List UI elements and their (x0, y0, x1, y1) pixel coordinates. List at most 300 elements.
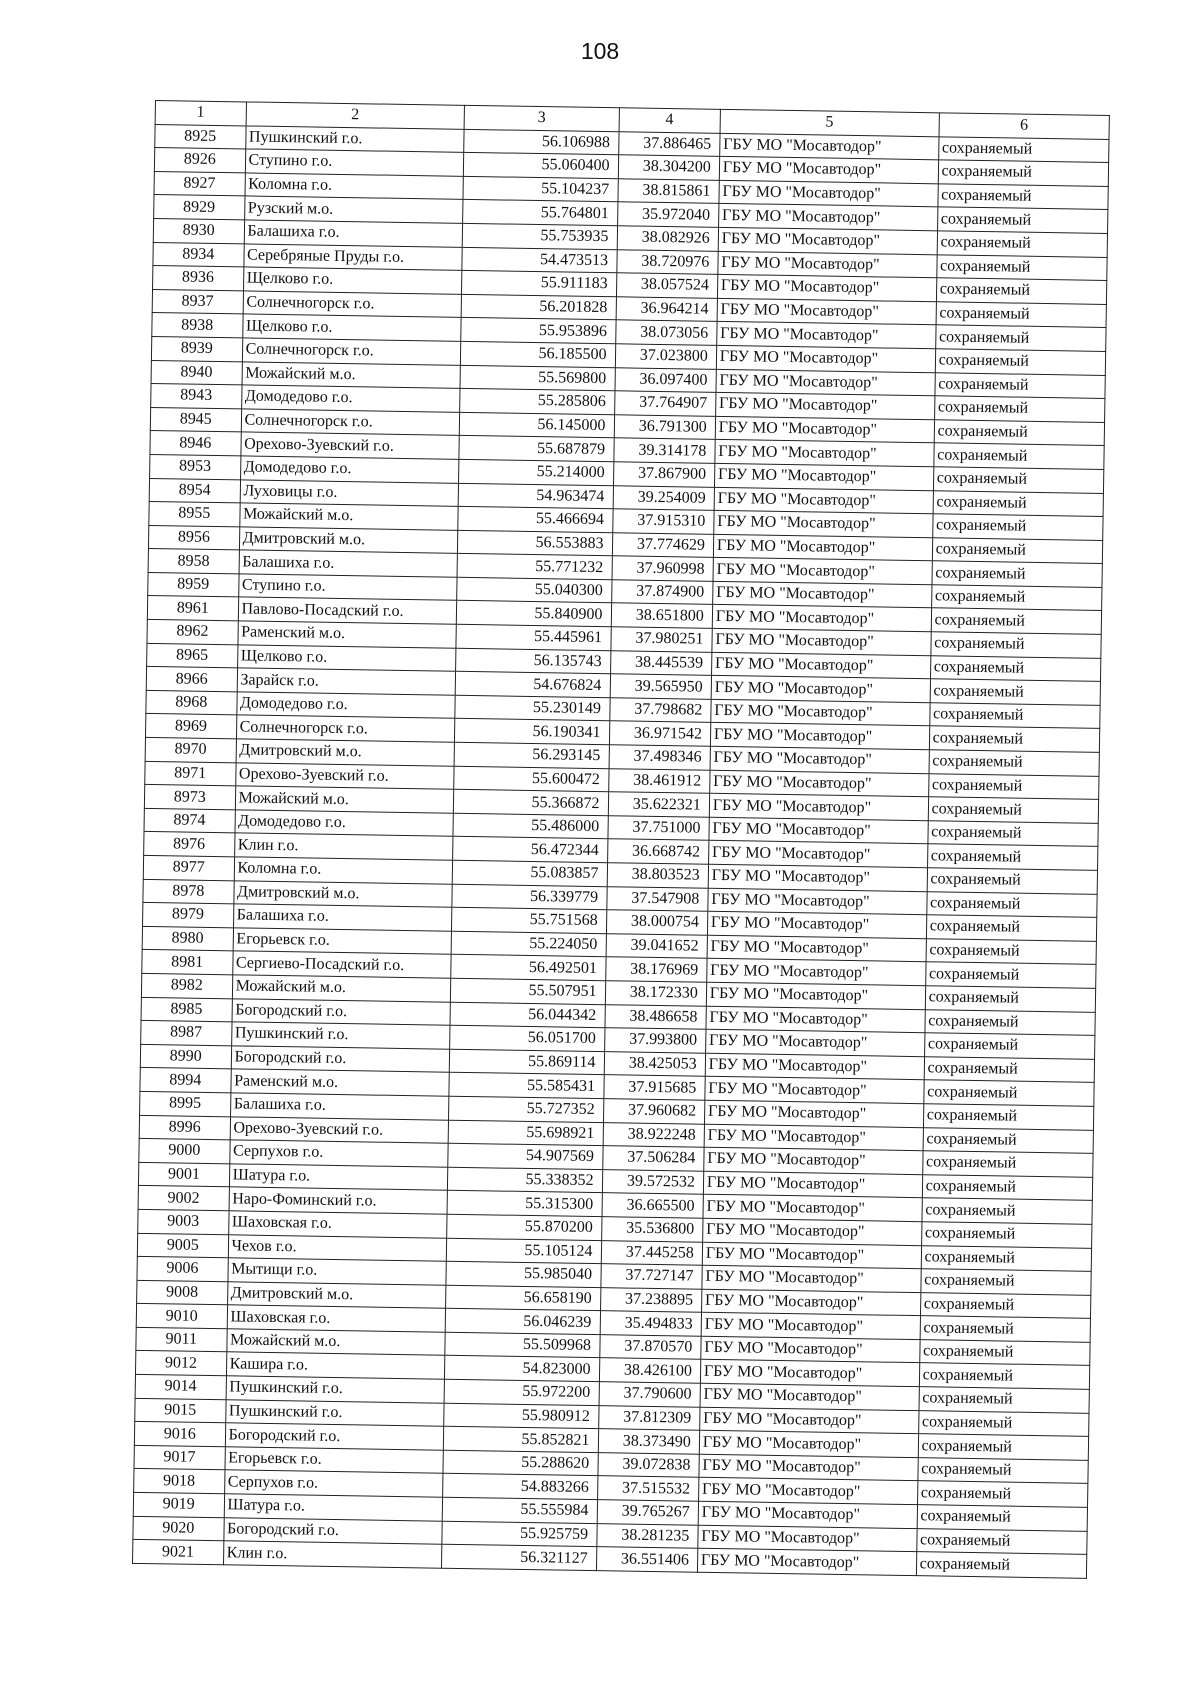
municipality-cell: Серебряные Пруды г.о. (243, 243, 462, 270)
owner-cell: ГБУ МО "Мосавтодор" (700, 1383, 919, 1410)
latitude-cell: 55.224050 (451, 931, 605, 957)
longitude-cell: 37.727147 (600, 1264, 702, 1289)
row-number-cell: 8929 (154, 195, 245, 220)
latitude-cell: 54.676824 (456, 672, 610, 698)
latitude-cell: 55.870200 (447, 1214, 601, 1240)
status-cell: сохраняемый (922, 1151, 1093, 1177)
owner-cell: ГБУ МО "Мосавтодор" (699, 1407, 918, 1434)
longitude-cell: 38.425053 (604, 1051, 706, 1076)
row-number-cell: 9012 (135, 1351, 226, 1376)
owner-cell: ГБУ МО "Мосавтодор" (705, 1053, 924, 1080)
longitude-cell: 38.057524 (616, 273, 718, 298)
status-cell: сохраняемый (929, 750, 1100, 776)
status-cell: сохраняемый (931, 632, 1102, 658)
status-cell: сохраняемый (931, 608, 1102, 634)
longitude-cell: 37.867900 (613, 462, 715, 487)
municipality-cell: Домодедово г.о. (240, 456, 459, 483)
owner-cell: ГБУ МО "Мосавтодор" (716, 369, 935, 396)
municipality-cell: Орехово-Зуевский г.о. (230, 1116, 449, 1143)
row-number-cell: 8980 (142, 926, 233, 951)
municipality-cell: Пушкинский г.о. (245, 126, 464, 153)
municipality-cell: Мытищи г.о. (227, 1258, 446, 1285)
latitude-cell: 55.509968 (445, 1332, 599, 1358)
municipality-cell: Домодедово г.о. (236, 692, 455, 719)
row-number-cell: 8934 (153, 242, 244, 267)
longitude-cell: 38.815861 (617, 179, 719, 204)
longitude-cell: 36.791300 (614, 414, 716, 439)
municipality-cell: Богородский г.о. (232, 998, 451, 1025)
latitude-cell: 55.486000 (453, 813, 607, 839)
latitude-cell: 54.473513 (462, 247, 616, 273)
row-number-cell: 8976 (144, 832, 235, 857)
latitude-cell: 55.869114 (450, 1049, 604, 1075)
owner-cell: ГБУ МО "Мосавтодор" (714, 487, 933, 514)
status-cell: сохраняемый (920, 1292, 1091, 1318)
status-cell: сохраняемый (935, 325, 1106, 351)
municipality-cell: Дмитровский м.о. (227, 1281, 446, 1308)
owner-cell: ГБУ МО "Мосавтодор" (713, 534, 932, 561)
status-cell: сохраняемый (917, 1505, 1088, 1531)
municipality-cell: Луховицы г.о. (240, 479, 459, 506)
status-cell: сохраняемый (919, 1363, 1090, 1389)
status-cell: сохраняемый (926, 891, 1097, 917)
status-cell: сохраняемый (924, 1033, 1095, 1059)
owner-cell: ГБУ МО "Мосавтодор" (699, 1430, 918, 1457)
owner-cell: ГБУ МО "Мосавтодор" (709, 794, 928, 821)
status-cell: сохраняемый (916, 1528, 1087, 1554)
owner-cell: ГБУ МО "Мосавтодор" (707, 959, 926, 986)
latitude-cell: 55.911183 (462, 271, 616, 297)
longitude-cell: 38.445539 (610, 650, 712, 675)
latitude-cell: 56.321127 (442, 1544, 596, 1570)
longitude-cell: 39.565950 (610, 674, 712, 699)
latitude-cell: 55.288620 (443, 1450, 597, 1476)
row-number-cell: 9015 (135, 1398, 226, 1423)
municipality-cell: Солнечногорск г.о. (243, 291, 462, 318)
municipality-cell: Щелково г.о. (242, 314, 461, 341)
municipality-cell: Раменский м.о. (238, 621, 457, 648)
longitude-cell: 39.765267 (597, 1500, 699, 1525)
status-cell: сохраняемый (925, 1009, 1096, 1035)
status-cell: сохраняемый (937, 231, 1108, 257)
column-header: 5 (720, 109, 939, 136)
status-cell: сохраняемый (918, 1410, 1089, 1436)
status-cell: сохраняемый (927, 844, 1098, 870)
row-number-cell: 9006 (137, 1256, 228, 1281)
owner-cell: ГБУ МО "Мосавтодор" (704, 1124, 923, 1151)
latitude-cell: 55.338352 (448, 1167, 602, 1193)
municipality-cell: Балашиха г.о. (233, 904, 452, 931)
owner-cell: ГБУ МО "Мосавтодор" (708, 841, 927, 868)
owner-cell: ГБУ МО "Мосавтодор" (718, 227, 937, 254)
latitude-cell: 55.687879 (459, 436, 613, 462)
row-number-cell: 8953 (150, 454, 241, 479)
latitude-cell: 55.698921 (449, 1120, 603, 1146)
longitude-cell: 39.072838 (597, 1452, 699, 1477)
owner-cell: ГБУ МО "Мосавтодор" (708, 864, 927, 891)
longitude-cell: 39.254009 (613, 485, 715, 510)
longitude-cell: 37.915685 (603, 1075, 705, 1100)
municipality-cell: Дмитровский м.о. (233, 880, 452, 907)
status-cell: сохраняемый (929, 703, 1100, 729)
latitude-cell: 56.472344 (453, 837, 607, 863)
longitude-cell: 35.972040 (617, 202, 719, 227)
row-number-cell: 9001 (138, 1162, 229, 1187)
status-cell: сохраняемый (919, 1340, 1090, 1366)
row-number-cell: 8936 (153, 266, 244, 291)
longitude-cell: 36.668742 (607, 839, 709, 864)
status-cell: сохраняемый (918, 1434, 1089, 1460)
row-number-cell: 8955 (149, 502, 240, 527)
status-cell: сохраняемый (935, 372, 1106, 398)
municipality-cell: Богородский г.о. (225, 1423, 444, 1450)
row-number-cell: 8937 (152, 289, 243, 314)
owner-cell: ГБУ МО "Мосавтодор" (701, 1313, 920, 1340)
longitude-cell: 37.023800 (615, 344, 717, 369)
column-header: 4 (619, 108, 721, 133)
municipality-cell: Солнечногорск г.о. (241, 409, 460, 436)
latitude-cell: 55.315300 (447, 1191, 601, 1217)
latitude-cell: 54.907569 (448, 1143, 602, 1169)
latitude-cell: 55.925759 (442, 1521, 596, 1547)
owner-cell: ГБУ МО "Мосавтодор" (712, 605, 931, 632)
row-number-cell: 8926 (154, 148, 245, 173)
row-number-cell: 9021 (133, 1540, 224, 1565)
owner-cell: ГБУ МО "Мосавтодор" (711, 652, 930, 679)
municipality-cell: Пушкинский г.о. (231, 1022, 450, 1049)
row-number-cell: 8974 (144, 808, 235, 833)
longitude-cell: 37.915310 (612, 509, 714, 534)
longitude-cell: 38.176969 (605, 957, 707, 982)
longitude-cell: 37.960998 (612, 556, 714, 581)
owner-cell: ГБУ МО "Мосавтодор" (707, 935, 926, 962)
owner-cell: ГБУ МО "Мосавтодор" (703, 1171, 922, 1198)
status-cell: сохраняемый (938, 136, 1109, 162)
status-cell: сохраняемый (921, 1269, 1092, 1295)
owner-cell: ГБУ МО "Мосавтодор" (707, 911, 926, 938)
owner-cell: ГБУ МО "Мосавтодор" (717, 322, 936, 349)
latitude-cell: 55.040300 (457, 577, 611, 603)
municipality-cell: Щелково г.о. (237, 645, 456, 672)
latitude-cell: 55.751568 (452, 907, 606, 933)
latitude-cell: 55.507951 (451, 978, 605, 1004)
municipality-cell: Домодедово г.о. (241, 385, 460, 412)
row-number-cell: 8959 (148, 572, 239, 597)
owner-cell: ГБУ МО "Мосавтодор" (719, 157, 938, 184)
status-cell: сохраняемый (929, 726, 1100, 752)
municipality-cell: Шатура г.о. (229, 1164, 448, 1191)
status-cell: сохраняемый (918, 1457, 1089, 1483)
row-number-cell: 8971 (145, 761, 236, 786)
municipality-cell: Павлово-Посадский г.о. (238, 597, 457, 624)
latitude-cell: 55.466694 (458, 506, 612, 532)
municipality-cell: Кашира г.о. (226, 1352, 445, 1379)
latitude-cell: 55.230149 (455, 695, 609, 721)
owner-cell: ГБУ МО "Мосавтодор" (717, 275, 936, 302)
owner-cell: ГБУ МО "Мосавтодор" (708, 888, 927, 915)
latitude-cell: 55.972200 (444, 1379, 598, 1405)
latitude-cell: 55.771232 (457, 554, 611, 580)
latitude-cell: 55.555984 (443, 1497, 597, 1523)
owner-cell: ГБУ МО "Мосавтодор" (715, 416, 934, 443)
owner-cell: ГБУ МО "Мосавтодор" (701, 1289, 920, 1316)
latitude-cell: 55.366872 (454, 790, 608, 816)
row-number-cell: 8969 (145, 714, 236, 739)
status-cell: сохраняемый (928, 797, 1099, 823)
longitude-cell: 36.971542 (609, 721, 711, 746)
owner-cell: ГБУ МО "Мосавтодор" (720, 133, 939, 160)
latitude-cell: 55.214000 (459, 459, 613, 485)
longitude-cell: 37.506284 (602, 1146, 704, 1171)
municipality-cell: Клин г.о. (234, 833, 453, 860)
row-number-cell: 9002 (138, 1186, 229, 1211)
row-number-cell: 9008 (137, 1280, 228, 1305)
row-number-cell: 8987 (141, 1021, 232, 1046)
municipality-cell: Серпухов г.о. (224, 1470, 443, 1497)
municipality-cell: Рузский м.о. (244, 196, 463, 223)
longitude-cell: 38.922248 (603, 1122, 705, 1147)
row-number-cell: 8956 (148, 525, 239, 550)
row-number-cell: 8946 (150, 431, 241, 456)
row-number-cell: 9011 (136, 1327, 227, 1352)
latitude-cell: 55.445961 (456, 624, 610, 650)
row-number-cell: 8945 (150, 407, 241, 432)
municipality-cell: Можайский м.о. (232, 975, 451, 1002)
latitude-cell: 55.083857 (453, 860, 607, 886)
latitude-cell: 56.106988 (464, 129, 618, 155)
longitude-cell: 36.964214 (616, 297, 718, 322)
row-number-cell: 8981 (142, 950, 233, 975)
owner-cell: ГБУ МО "Мосавтодор" (712, 581, 931, 608)
owner-cell: ГБУ МО "Мосавтодор" (715, 392, 934, 419)
longitude-cell: 37.980251 (610, 627, 712, 652)
owner-cell: ГБУ МО "Мосавтодор" (715, 440, 934, 467)
longitude-cell: 37.498346 (609, 745, 711, 770)
municipality-cell: Орехово-Зуевский г.о. (235, 762, 454, 789)
owner-cell: ГБУ МО "Мосавтодор" (702, 1265, 921, 1292)
latitude-cell: 56.044342 (450, 1002, 604, 1028)
owner-cell: ГБУ МО "Мосавтодор" (710, 770, 929, 797)
status-cell: сохраняемый (920, 1316, 1091, 1342)
status-cell: сохраняемый (931, 585, 1102, 611)
longitude-cell: 35.536800 (601, 1217, 703, 1242)
status-cell: сохраняемый (935, 349, 1106, 375)
latitude-cell: 55.104237 (463, 176, 617, 202)
column-header: 3 (464, 105, 618, 131)
row-number-cell: 8968 (146, 690, 237, 715)
status-cell: сохраняемый (932, 561, 1103, 587)
owner-cell: ГБУ МО "Мосавтодор" (706, 982, 925, 1009)
longitude-cell: 38.720976 (616, 249, 718, 274)
longitude-cell: 37.751000 (607, 816, 709, 841)
row-number-cell: 8925 (155, 124, 246, 149)
municipality-cell: Шаховская г.о. (227, 1305, 446, 1332)
status-cell: сохраняемый (930, 655, 1101, 681)
owner-cell: ГБУ МО "Мосавтодор" (701, 1336, 920, 1363)
longitude-cell: 37.774629 (612, 532, 714, 557)
row-number-cell: 9003 (138, 1209, 229, 1234)
latitude-cell: 54.823000 (445, 1356, 599, 1382)
longitude-cell: 38.461912 (608, 768, 710, 793)
row-number-cell: 8938 (152, 313, 243, 338)
status-cell: сохраняемый (930, 679, 1101, 705)
page-number: 108 (580, 38, 620, 64)
row-number-cell: 8966 (146, 667, 237, 692)
document-sheet (132, 100, 1110, 1579)
status-cell: сохраняемый (933, 443, 1104, 469)
status-cell: сохраняемый (936, 302, 1107, 328)
longitude-cell: 37.445258 (601, 1240, 703, 1265)
row-number-cell: 8985 (141, 997, 232, 1022)
row-number-cell: 8996 (139, 1115, 230, 1140)
latitude-cell: 56.553883 (458, 530, 612, 556)
municipality-cell: Раменский м.о. (230, 1069, 449, 1096)
longitude-cell: 37.960682 (603, 1099, 705, 1124)
municipality-cell: Наро-Фоминский г.о. (229, 1187, 448, 1214)
municipality-cell: Домодедово г.о. (235, 810, 454, 837)
status-cell: сохраняемый (922, 1198, 1093, 1224)
status-cell: сохраняемый (938, 184, 1109, 210)
municipality-cell: Пушкинский г.о. (225, 1399, 444, 1426)
latitude-cell: 55.980912 (444, 1403, 598, 1429)
municipality-cell: Ступино г.о. (245, 149, 464, 176)
longitude-cell: 38.082926 (617, 226, 719, 251)
longitude-cell: 37.238895 (600, 1287, 702, 1312)
owner-cell: ГБУ МО "Мосавтодор" (699, 1454, 918, 1481)
status-cell: сохраняемый (926, 938, 1097, 964)
row-number-cell: 9016 (134, 1422, 225, 1447)
latitude-cell: 54.883266 (443, 1474, 597, 1500)
row-number-cell: 8939 (151, 336, 242, 361)
longitude-cell: 37.812309 (598, 1405, 700, 1430)
municipality-cell: Орехово-Зуевский г.о. (240, 432, 459, 459)
status-cell: сохраняемый (921, 1245, 1092, 1271)
row-number-cell: 8990 (140, 1044, 231, 1069)
longitude-cell: 37.993800 (604, 1028, 706, 1053)
row-number-cell: 9017 (134, 1445, 225, 1470)
longitude-cell: 36.665500 (602, 1193, 704, 1218)
municipality-cell: Коломна г.о. (234, 857, 453, 884)
row-number-cell: 8927 (154, 171, 245, 196)
longitude-cell: 38.073056 (615, 320, 717, 345)
latitude-cell: 55.840900 (457, 601, 611, 627)
municipality-cell: Можайский м.о. (235, 786, 454, 813)
owner-cell: ГБУ МО "Мосавтодор" (718, 204, 937, 231)
status-cell: сохраняемый (936, 254, 1107, 280)
row-number-cell: 8973 (144, 785, 235, 810)
status-cell: сохраняемый (928, 773, 1099, 799)
latitude-cell: 55.060400 (464, 153, 618, 179)
owner-cell: ГБУ МО "Мосавтодор" (711, 699, 930, 726)
owner-cell: ГБУ МО "Мосавтодор" (703, 1195, 922, 1222)
row-number-cell: 8954 (149, 478, 240, 503)
municipality-cell: Серпухов г.о. (229, 1140, 448, 1167)
status-cell: сохраняемый (934, 419, 1105, 445)
municipality-cell: Балашиха г.о. (244, 220, 463, 247)
owner-cell: ГБУ МО "Мосавтодор" (714, 510, 933, 537)
row-number-cell: 9000 (139, 1139, 230, 1164)
table-body (133, 124, 1109, 1578)
latitude-cell: 56.339779 (452, 884, 606, 910)
owner-cell: ГБУ МО "Мосавтодор" (710, 723, 929, 750)
latitude-cell: 55.585431 (449, 1073, 603, 1099)
municipality-cell: Солнечногорск г.о. (236, 715, 455, 742)
owner-cell: ГБУ МО "Мосавтодор" (700, 1360, 919, 1387)
status-cell: сохраняемый (927, 868, 1098, 894)
row-number-cell: 8994 (140, 1068, 231, 1093)
status-cell: сохраняемый (923, 1127, 1094, 1153)
municipality-cell: Можайский м.о. (242, 361, 461, 388)
municipality-cell: Егорьевск г.о. (225, 1447, 444, 1474)
municipality-cell: Балашиха г.о. (230, 1093, 449, 1120)
owner-cell: ГБУ МО "Мосавтодор" (698, 1501, 917, 1528)
status-cell: сохраняемый (928, 821, 1099, 847)
longitude-cell: 39.041652 (606, 933, 708, 958)
latitude-cell: 56.145000 (460, 412, 614, 438)
owner-cell: ГБУ МО "Мосавтодор" (712, 628, 931, 655)
owner-cell: ГБУ МО "Мосавтодор" (714, 463, 933, 490)
status-cell: сохраняемый (917, 1481, 1088, 1507)
data-table (132, 100, 1110, 1579)
longitude-cell: 38.803523 (607, 863, 709, 888)
status-cell: сохраняемый (924, 1056, 1095, 1082)
status-cell: сохраняемый (932, 514, 1103, 540)
longitude-cell: 38.172330 (605, 981, 707, 1006)
row-number-cell: 8962 (147, 620, 238, 645)
status-cell: сохраняемый (934, 396, 1105, 422)
latitude-cell: 55.569800 (460, 365, 614, 391)
column-header: 1 (155, 101, 246, 126)
row-number-cell: 8961 (147, 596, 238, 621)
status-cell: сохраняемый (933, 467, 1104, 493)
municipality-cell: Солнечногорск г.о. (242, 338, 461, 365)
column-header: 2 (246, 102, 465, 129)
latitude-cell: 56.135743 (456, 648, 610, 674)
owner-cell: ГБУ МО "Мосавтодор" (718, 251, 937, 278)
longitude-cell: 38.426100 (599, 1358, 701, 1383)
municipality-cell: Зарайск г.о. (237, 668, 456, 695)
municipality-cell: Пушкинский г.о. (226, 1376, 445, 1403)
owner-cell: ГБУ МО "Мосавтодор" (706, 1006, 925, 1033)
status-cell: сохраняемый (923, 1104, 1094, 1130)
row-number-cell: 9018 (134, 1469, 225, 1494)
latitude-cell: 54.963474 (459, 483, 613, 509)
row-number-cell: 9005 (137, 1233, 228, 1258)
owner-cell: ГБУ МО "Мосавтодор" (719, 180, 938, 207)
status-cell: сохраняемый (922, 1174, 1093, 1200)
latitude-cell: 55.985040 (446, 1261, 600, 1287)
latitude-cell: 56.293145 (454, 742, 608, 768)
owner-cell: ГБУ МО "Мосавтодор" (705, 1077, 924, 1104)
latitude-cell: 56.658190 (446, 1285, 600, 1311)
latitude-cell: 56.190341 (455, 719, 609, 745)
row-number-cell: 9010 (136, 1304, 227, 1329)
municipality-cell: Коломна г.о. (245, 173, 464, 200)
latitude-cell: 55.727352 (449, 1096, 603, 1122)
status-cell: сохраняемый (937, 207, 1108, 233)
latitude-cell: 56.185500 (461, 341, 615, 367)
owner-cell: ГБУ МО "Мосавтодор" (710, 746, 929, 773)
row-number-cell: 8995 (140, 1091, 231, 1116)
latitude-cell: 55.285806 (460, 388, 614, 414)
owner-cell: ГБУ МО "Мосавтодор" (698, 1478, 917, 1505)
owner-cell: ГБУ МО "Мосавтодор" (702, 1242, 921, 1269)
row-number-cell: 8977 (143, 855, 234, 880)
longitude-cell: 35.494833 (600, 1311, 702, 1336)
longitude-cell: 35.622321 (608, 792, 710, 817)
owner-cell: ГБУ МО "Мосавтодор" (713, 558, 932, 585)
row-number-cell: 8958 (148, 549, 239, 574)
